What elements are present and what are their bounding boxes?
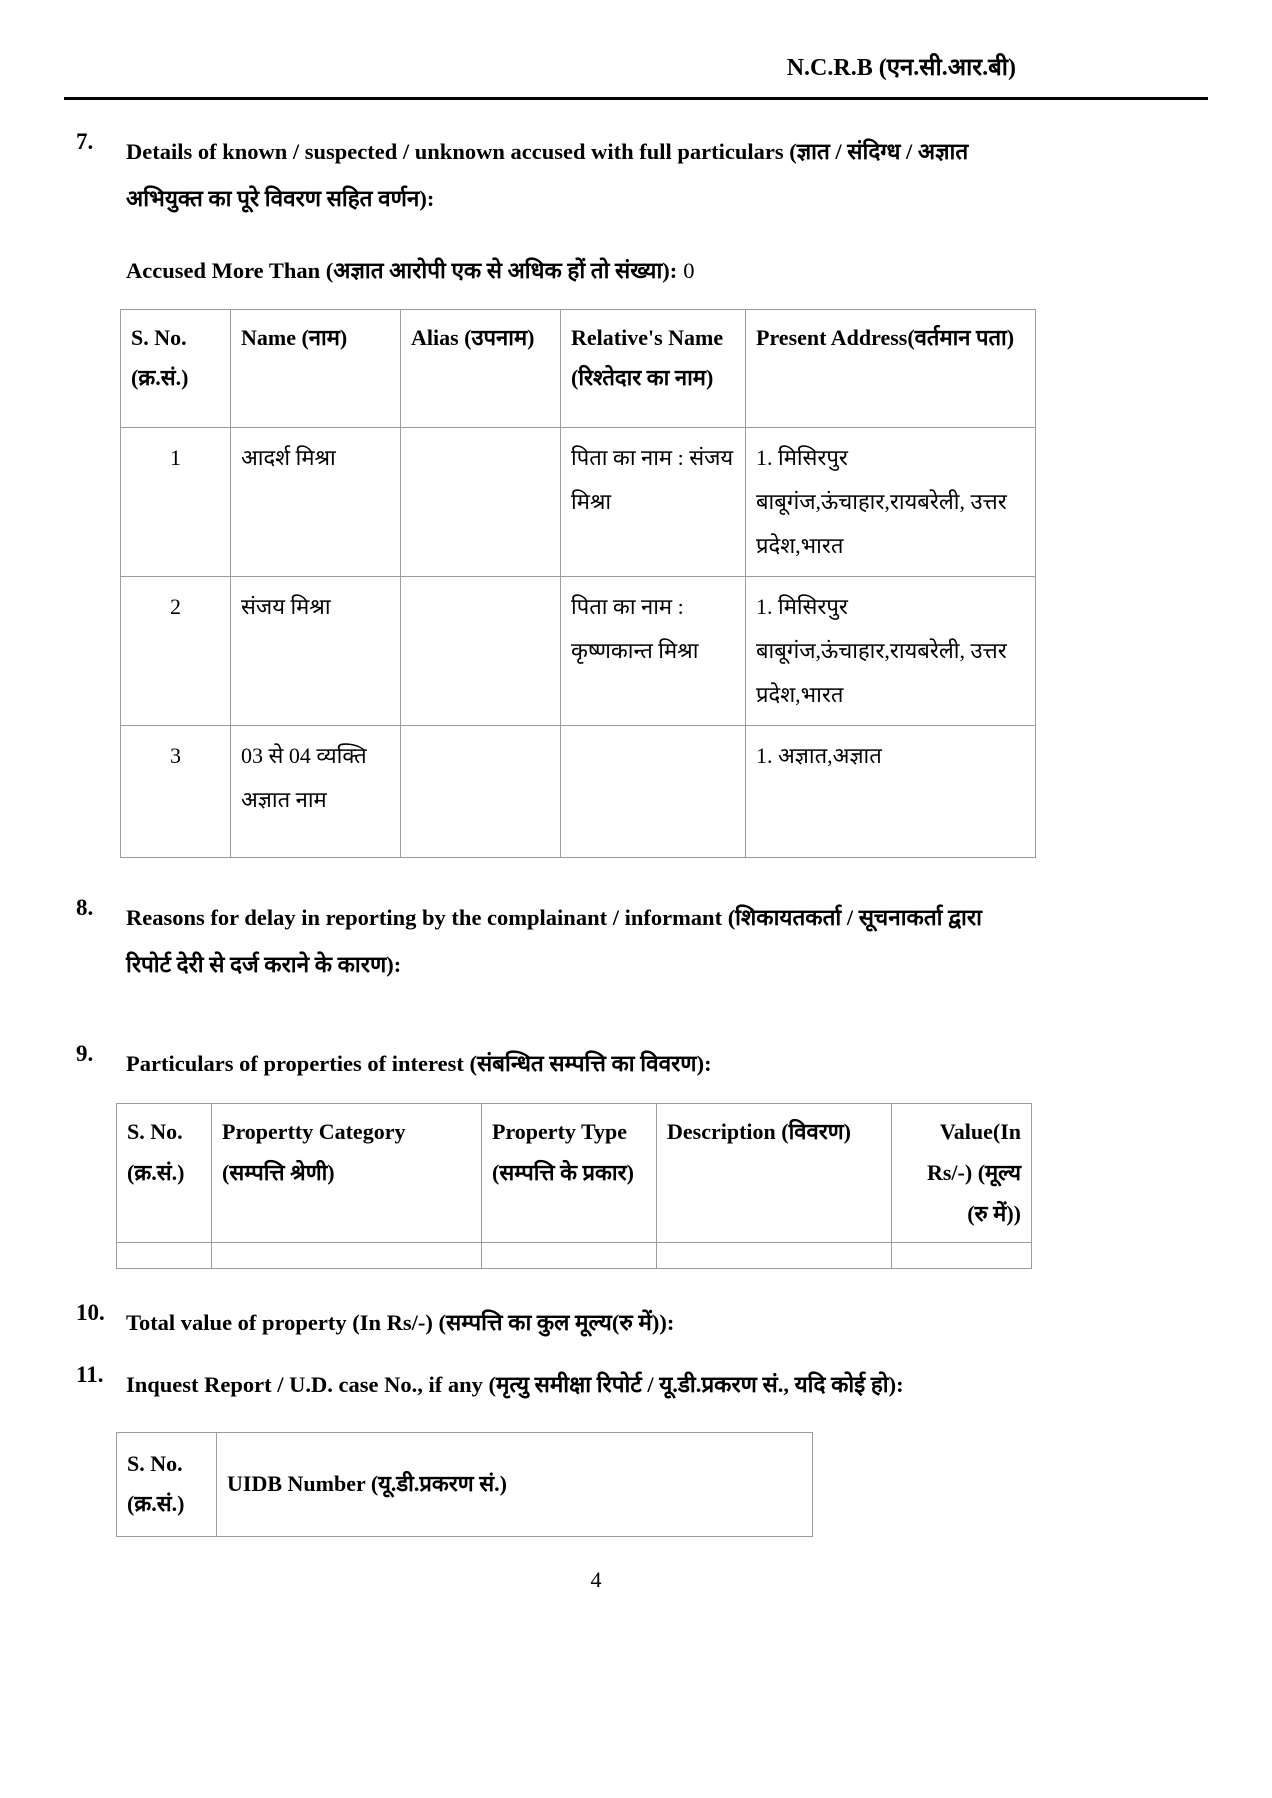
properties-table xyxy=(116,1103,1032,1269)
accused-table xyxy=(120,309,1036,858)
section-9-title: Particulars of properties of interest (संबन्धित सम्पत्ति का विवरण): xyxy=(126,1051,712,1076)
cell-sno: 3 xyxy=(121,725,231,857)
cell-alias xyxy=(401,427,561,576)
accused-col-sno: S. No. (क्र.सं.) xyxy=(121,309,231,427)
ncrb-title: N.C.R.B (एन.सी.आर.बी) xyxy=(786,55,1016,81)
section-11 xyxy=(76,1361,1272,1408)
accused-more-than-value: 0 xyxy=(683,257,695,283)
section-7-number: 7. xyxy=(76,129,94,154)
section-7-title: Details of known / suspected / unknown accused with full particulars (ज्ञात / संदिग्ध / अज्ञात अभियुक्त का पूरे विवरण सहित वर्णन): xyxy=(126,139,969,212)
uidb-col-sno: S. No. (क्र.सं.) xyxy=(117,1432,217,1536)
cell-present-address: 1. अज्ञात,अज्ञात xyxy=(746,725,1036,857)
accused-col-present-address: Present Address(वर्तमान पता) xyxy=(746,309,1036,427)
cell-name: 03 से 04 व्यक्ति अज्ञात नाम xyxy=(231,725,401,857)
cell-alias xyxy=(401,725,561,857)
property-col-sno: S. No. (क्र.सं.) xyxy=(117,1104,212,1243)
document-body xyxy=(0,128,1272,1593)
cell-sno xyxy=(117,1243,212,1269)
accused-table-header-row xyxy=(121,309,1036,427)
accused-table-row xyxy=(121,427,1036,576)
page-number: 4 xyxy=(590,1566,602,1592)
property-col-value: Value(In Rs/-) (मूल्य (रु में)) xyxy=(892,1104,1032,1243)
section-10-number: 10. xyxy=(76,1300,105,1326)
cell-sno: 2 xyxy=(121,576,231,725)
cell-relative-name xyxy=(561,725,746,857)
property-col-type: Property Type (सम्पत्ति के प्रकार) xyxy=(482,1104,657,1243)
cell-type xyxy=(482,1243,657,1269)
section-11-number: 11. xyxy=(76,1361,104,1387)
section-8-number: 8. xyxy=(76,894,94,920)
accused-table-row xyxy=(121,576,1036,725)
cell-category xyxy=(212,1243,482,1269)
cell-name: संजय मिश्रा xyxy=(231,576,401,725)
properties-table-row xyxy=(117,1243,1032,1269)
uidb-col-number: UIDB Number (यू.डी.प्रकरण सं.) xyxy=(217,1432,813,1536)
accused-table-row xyxy=(121,725,1036,857)
cell-present-address: 1. मिसिरपुर बाबूगंज,ऊंचाहार,रायबरेली, उत्तर प्रदेश,भारत xyxy=(746,427,1036,576)
accused-col-alias: Alias (उपनाम) xyxy=(401,309,561,427)
section-8-title: Reasons for delay in reporting by the complainant / informant (शिकायतकर्ता / सूचनाकर्ता द्वारा रिपोर्ट देरी से दर्ज कराने के कारण): xyxy=(126,904,982,977)
accused-more-than-label: Accused More Than (अज्ञात आरोपी एक से अधिक हों तो संख्या): xyxy=(126,257,678,283)
section-9-number: 9. xyxy=(76,1041,94,1066)
document-header xyxy=(0,0,1272,83)
section-10-title: Total value of property (In Rs/-) (सम्पत्ति का कुल मूल्य(रु में)): xyxy=(126,1310,675,1336)
cell-relative-name: पिता का नाम : संजय मिश्रा xyxy=(561,427,746,576)
property-col-category: Propertty Category (सम्पत्ति श्रेणी) xyxy=(212,1104,482,1243)
uidb-table-header-row xyxy=(117,1432,813,1536)
section-11-title: Inquest Report / U.D. case No., if any (मृत्यु समीक्षा रिपोर्ट / यू.डी.प्रकरण सं., यदि कोई हो): xyxy=(126,1371,904,1397)
accused-more-than-line xyxy=(126,253,1031,289)
section-8 xyxy=(76,894,1272,989)
cell-name: आदर्श मिश्रा xyxy=(231,427,401,576)
properties-table-header-row xyxy=(117,1104,1032,1243)
section-9 xyxy=(76,1040,1272,1087)
section-7 xyxy=(76,128,1272,223)
cell-relative-name: पिता का नाम : कृष्णकान्त मिश्रा xyxy=(561,576,746,725)
section-10 xyxy=(76,1299,1272,1346)
cell-description xyxy=(657,1243,892,1269)
property-col-description: Description (विवरण) xyxy=(657,1104,892,1243)
cell-present-address: 1. मिसिरपुर बाबूगंज,ऊंचाहार,रायबरेली, उत्तर प्रदेश,भारत xyxy=(746,576,1036,725)
accused-col-name: Name (नाम) xyxy=(231,309,401,427)
cell-alias xyxy=(401,576,561,725)
cell-sno: 1 xyxy=(121,427,231,576)
cell-value xyxy=(892,1243,1032,1269)
accused-col-relative-name: Relative's Name (रिश्तेदार का नाम) xyxy=(561,309,746,427)
uidb-table xyxy=(116,1432,813,1537)
header-divider xyxy=(64,97,1208,100)
